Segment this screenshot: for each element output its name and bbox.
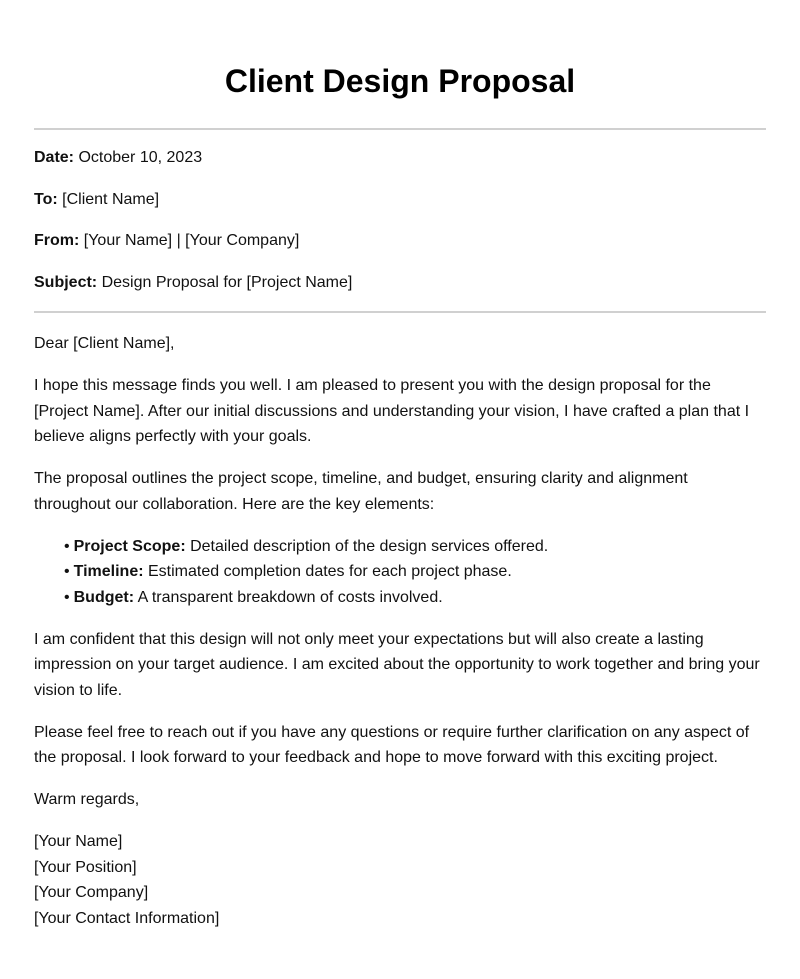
subject-value: Design Proposal for [Project Name] bbox=[101, 274, 353, 292]
signature-position: [Your Position] bbox=[34, 858, 137, 876]
key-elements-list bbox=[34, 534, 766, 611]
bullet-text: Detailed description of the design services offered. bbox=[185, 537, 549, 555]
list-item bbox=[64, 534, 766, 560]
signature-block bbox=[34, 829, 766, 931]
contact-paragraph: Please feel free to reach out if you have any questions or require further clarification on any aspect of the proposal. I look forward to your feedback and hope to move forward with this exciting project. bbox=[34, 723, 750, 767]
bullet-dot: • bbox=[64, 563, 70, 581]
bullet-label: Budget: bbox=[73, 588, 135, 606]
intro-paragraph: I hope this message finds you well. I am pleased to present you with the design proposal for the [Project Name]. After our initial discussions and understanding your vision, I have crafted a plan that I believe aligns perfectly with your goals. bbox=[34, 377, 750, 446]
signature-contact: [Your Contact Information] bbox=[34, 909, 220, 927]
outline-paragraph: The proposal outlines the project scope, timeline, and budget, ensuring clarity and alignment throughout our collaboration. Here are the key elements: bbox=[34, 470, 688, 513]
bullet-text: Estimated completion dates for each project phase. bbox=[143, 563, 512, 581]
list-item bbox=[64, 559, 766, 585]
closing: Warm regards, bbox=[34, 791, 140, 809]
date-label: Date: bbox=[34, 149, 75, 166]
greeting: Dear [Client Name], bbox=[34, 335, 175, 353]
to-label: To: bbox=[34, 190, 58, 208]
letter-body bbox=[34, 313, 766, 931]
signature-name: [Your Name] bbox=[34, 833, 123, 851]
bullet-text: A transparent breakdown of costs involved. bbox=[134, 588, 443, 606]
confidence-paragraph: I am confident that this design will not only meet your expectations but will also create a lasting impression on your target audience. I am excited about the opportunity to work together and bring your vision to life. bbox=[34, 630, 760, 699]
from-value: [Your Name] | [Your Company] bbox=[83, 232, 300, 250]
meta-date bbox=[34, 148, 766, 168]
proposal-meta bbox=[34, 130, 766, 293]
bullet-label: Project Scope: bbox=[73, 537, 186, 555]
bullet-dot: • bbox=[64, 588, 70, 606]
subject-label: Subject: bbox=[34, 274, 98, 292]
meta-to bbox=[34, 190, 766, 210]
signature-company: [Your Company] bbox=[34, 884, 149, 902]
bullet-label: Timeline: bbox=[73, 563, 144, 581]
to-value: [Client Name] bbox=[62, 190, 160, 208]
date-value: October 10, 2023 bbox=[78, 149, 203, 166]
meta-from bbox=[34, 231, 766, 251]
bullet-dot: • bbox=[64, 537, 70, 555]
list-item bbox=[64, 585, 766, 611]
document-title: Client Design Proposal bbox=[224, 63, 576, 99]
from-label: From: bbox=[34, 232, 80, 250]
meta-subject bbox=[34, 273, 766, 293]
